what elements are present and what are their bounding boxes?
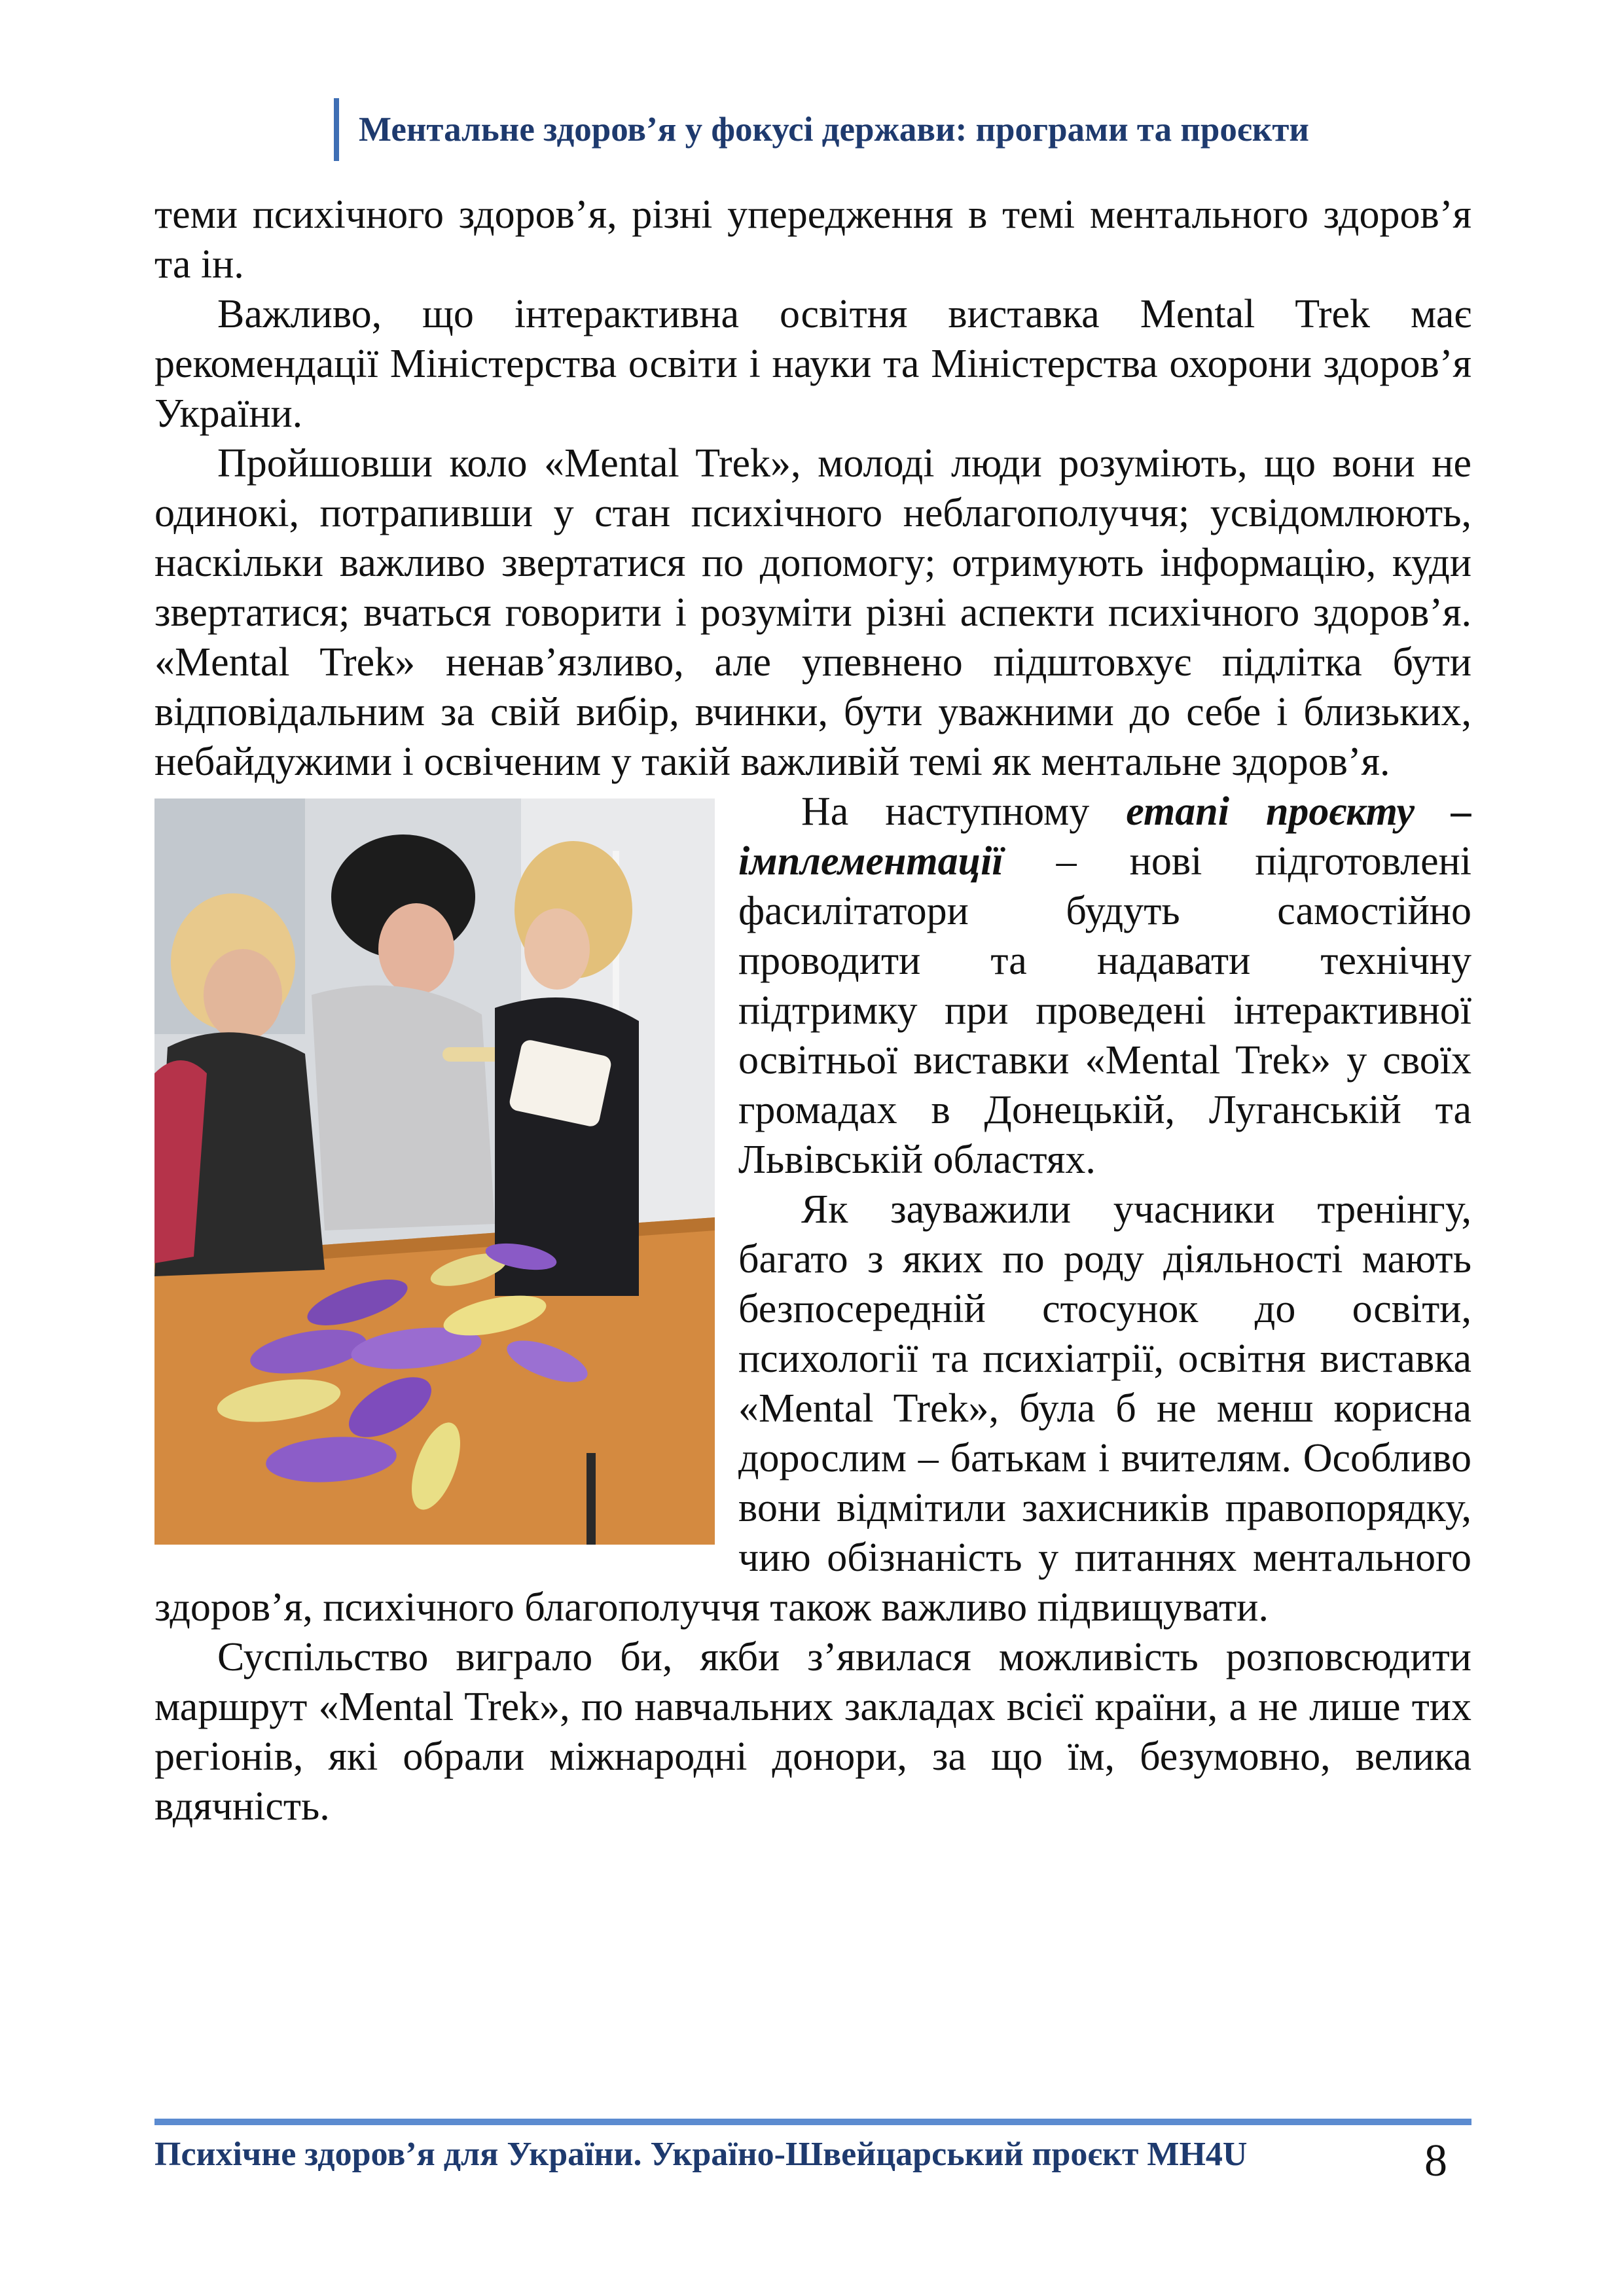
training-photo [154,798,715,1545]
paragraph-2: Важливо, що інтерактивна освітня виставка Mental Trek має рекомендації Міністерства освіти і науки та Міністерства охорони здоров’я України. [154,292,1471,436]
paragraph-6: Суспільство виграло би, якби з’явилася можливість розповсюдити маршрут «Mental Trek», по навчальних закладах всієї країни, а не лише тих регіонів, які обрали міжнародні донори, за що їм, безумовно, велика вдячність. [154,1635,1471,1829]
paragraph-5: Як зауважили учасники тренінгу, багато з яких по роду діяльності мають безпосередній стосунок до освіти, психології та психіатрії, освітня виставка «Mental Trek», була б не менш корисна дорослим – батькам і вчителям. Особливо вони відмітили захисників правопорядку, чию обізнаність у питаннях ментального здоров’я, психічного благополуччя також важливо підвищувати. [154,1187,1471,1630]
header-title: Ментальне здоров’я у фокусі держави: програми та проєкти [359,111,1309,149]
photo-illustration [154,798,715,1545]
paragraph-1: теми психічного здоров’я, різні упередження в темі ментального здоров’я та ін. [154,192,1471,287]
paragraph-3: Пройшовши коло «Mental Trek», молоді люди розуміють, що вони не одинокі, потрапивши у стан психічного неблагополуччя; усвідомлюють, наскільки важливо звертатися по допомогу; отримують інформацію, куди звертатися; вчаться говорити і розуміти різні аспекти психічного здоров’я. «Mental Trek» ненав’язливо, але упевнено підштовхує підлітка бути відповідальним за свій вибір, вчинки, бути уважними до себе і близьких, небайдужими і освіченим у такій важливій темі як ментальне здоров’я. [154,441,1471,784]
page-number: 8 [1424,2136,1447,2186]
paragraph-4-rest: – нові підготовлені фасилітатори будуть самостійно проводити та надавати технічну підтримку при проведені інтерактивної освітньої виставки «Mental Trek» у своїх громадах в Донецькій, Луганській та Львівській областях. [738,839,1471,1182]
paragraph-4-start: На наступному [801,789,1127,834]
footer-title: Психічне здоров’я для України. Україно-Швейцарський проєкт MH4U [154,2136,1248,2173]
footer-divider [154,2119,1471,2125]
paragraph-4-emphasis: етапі проєкту – імплементації [738,789,1472,884]
article-body [154,190,1471,1831]
page-header [334,98,1309,161]
